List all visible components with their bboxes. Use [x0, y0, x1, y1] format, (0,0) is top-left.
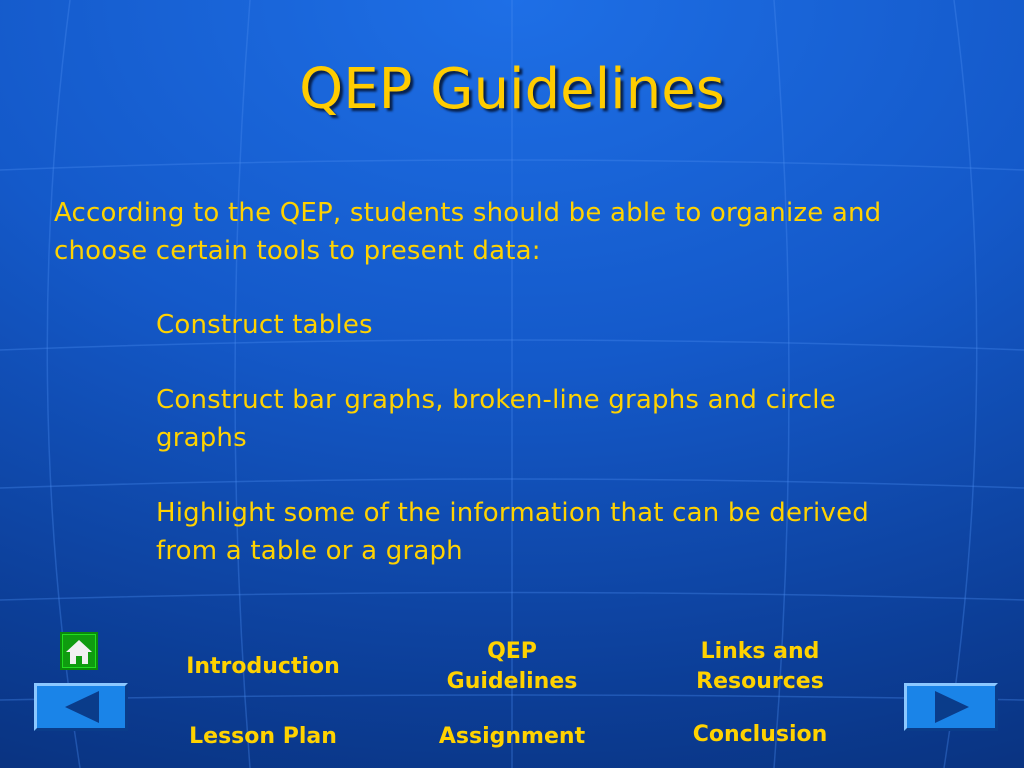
nav-links-and-resources[interactable]	[660, 637, 860, 697]
nav-qep-guidelines[interactable]	[412, 637, 612, 697]
left-arrow-icon	[37, 686, 125, 728]
next-slide-button[interactable]	[904, 683, 998, 731]
nav-links-line2: Resources	[696, 669, 824, 694]
nav-conclusion[interactable]: Conclusion	[692, 722, 828, 747]
previous-slide-button[interactable]	[34, 683, 128, 731]
bullet-construct-tables: Construct tables	[156, 310, 373, 340]
nav-links-line1: Links and	[700, 639, 820, 664]
right-arrow-icon	[907, 686, 995, 728]
home-button[interactable]	[60, 632, 98, 670]
nav-introduction[interactable]: Introduction	[186, 654, 340, 679]
nav-assignment[interactable]: Assignment	[438, 724, 586, 749]
bullet-construct-graphs: Construct bar graphs, broken-line graphs and circle graphs	[156, 385, 836, 453]
slide-title: QEP Guidelines	[299, 57, 725, 122]
nav-lesson-plan[interactable]: Lesson Plan	[189, 724, 337, 749]
home-icon	[62, 634, 96, 668]
nav-qep-guidelines-line2: Guidelines	[446, 669, 578, 694]
bullet-highlight-information: Highlight some of the information that can be derived from a table or a graph	[156, 498, 869, 566]
intro-text: According to the QEP, students should be able to organize and choose certain tools to present data:	[54, 198, 882, 266]
nav-qep-guidelines-line1: QEP	[487, 639, 537, 664]
